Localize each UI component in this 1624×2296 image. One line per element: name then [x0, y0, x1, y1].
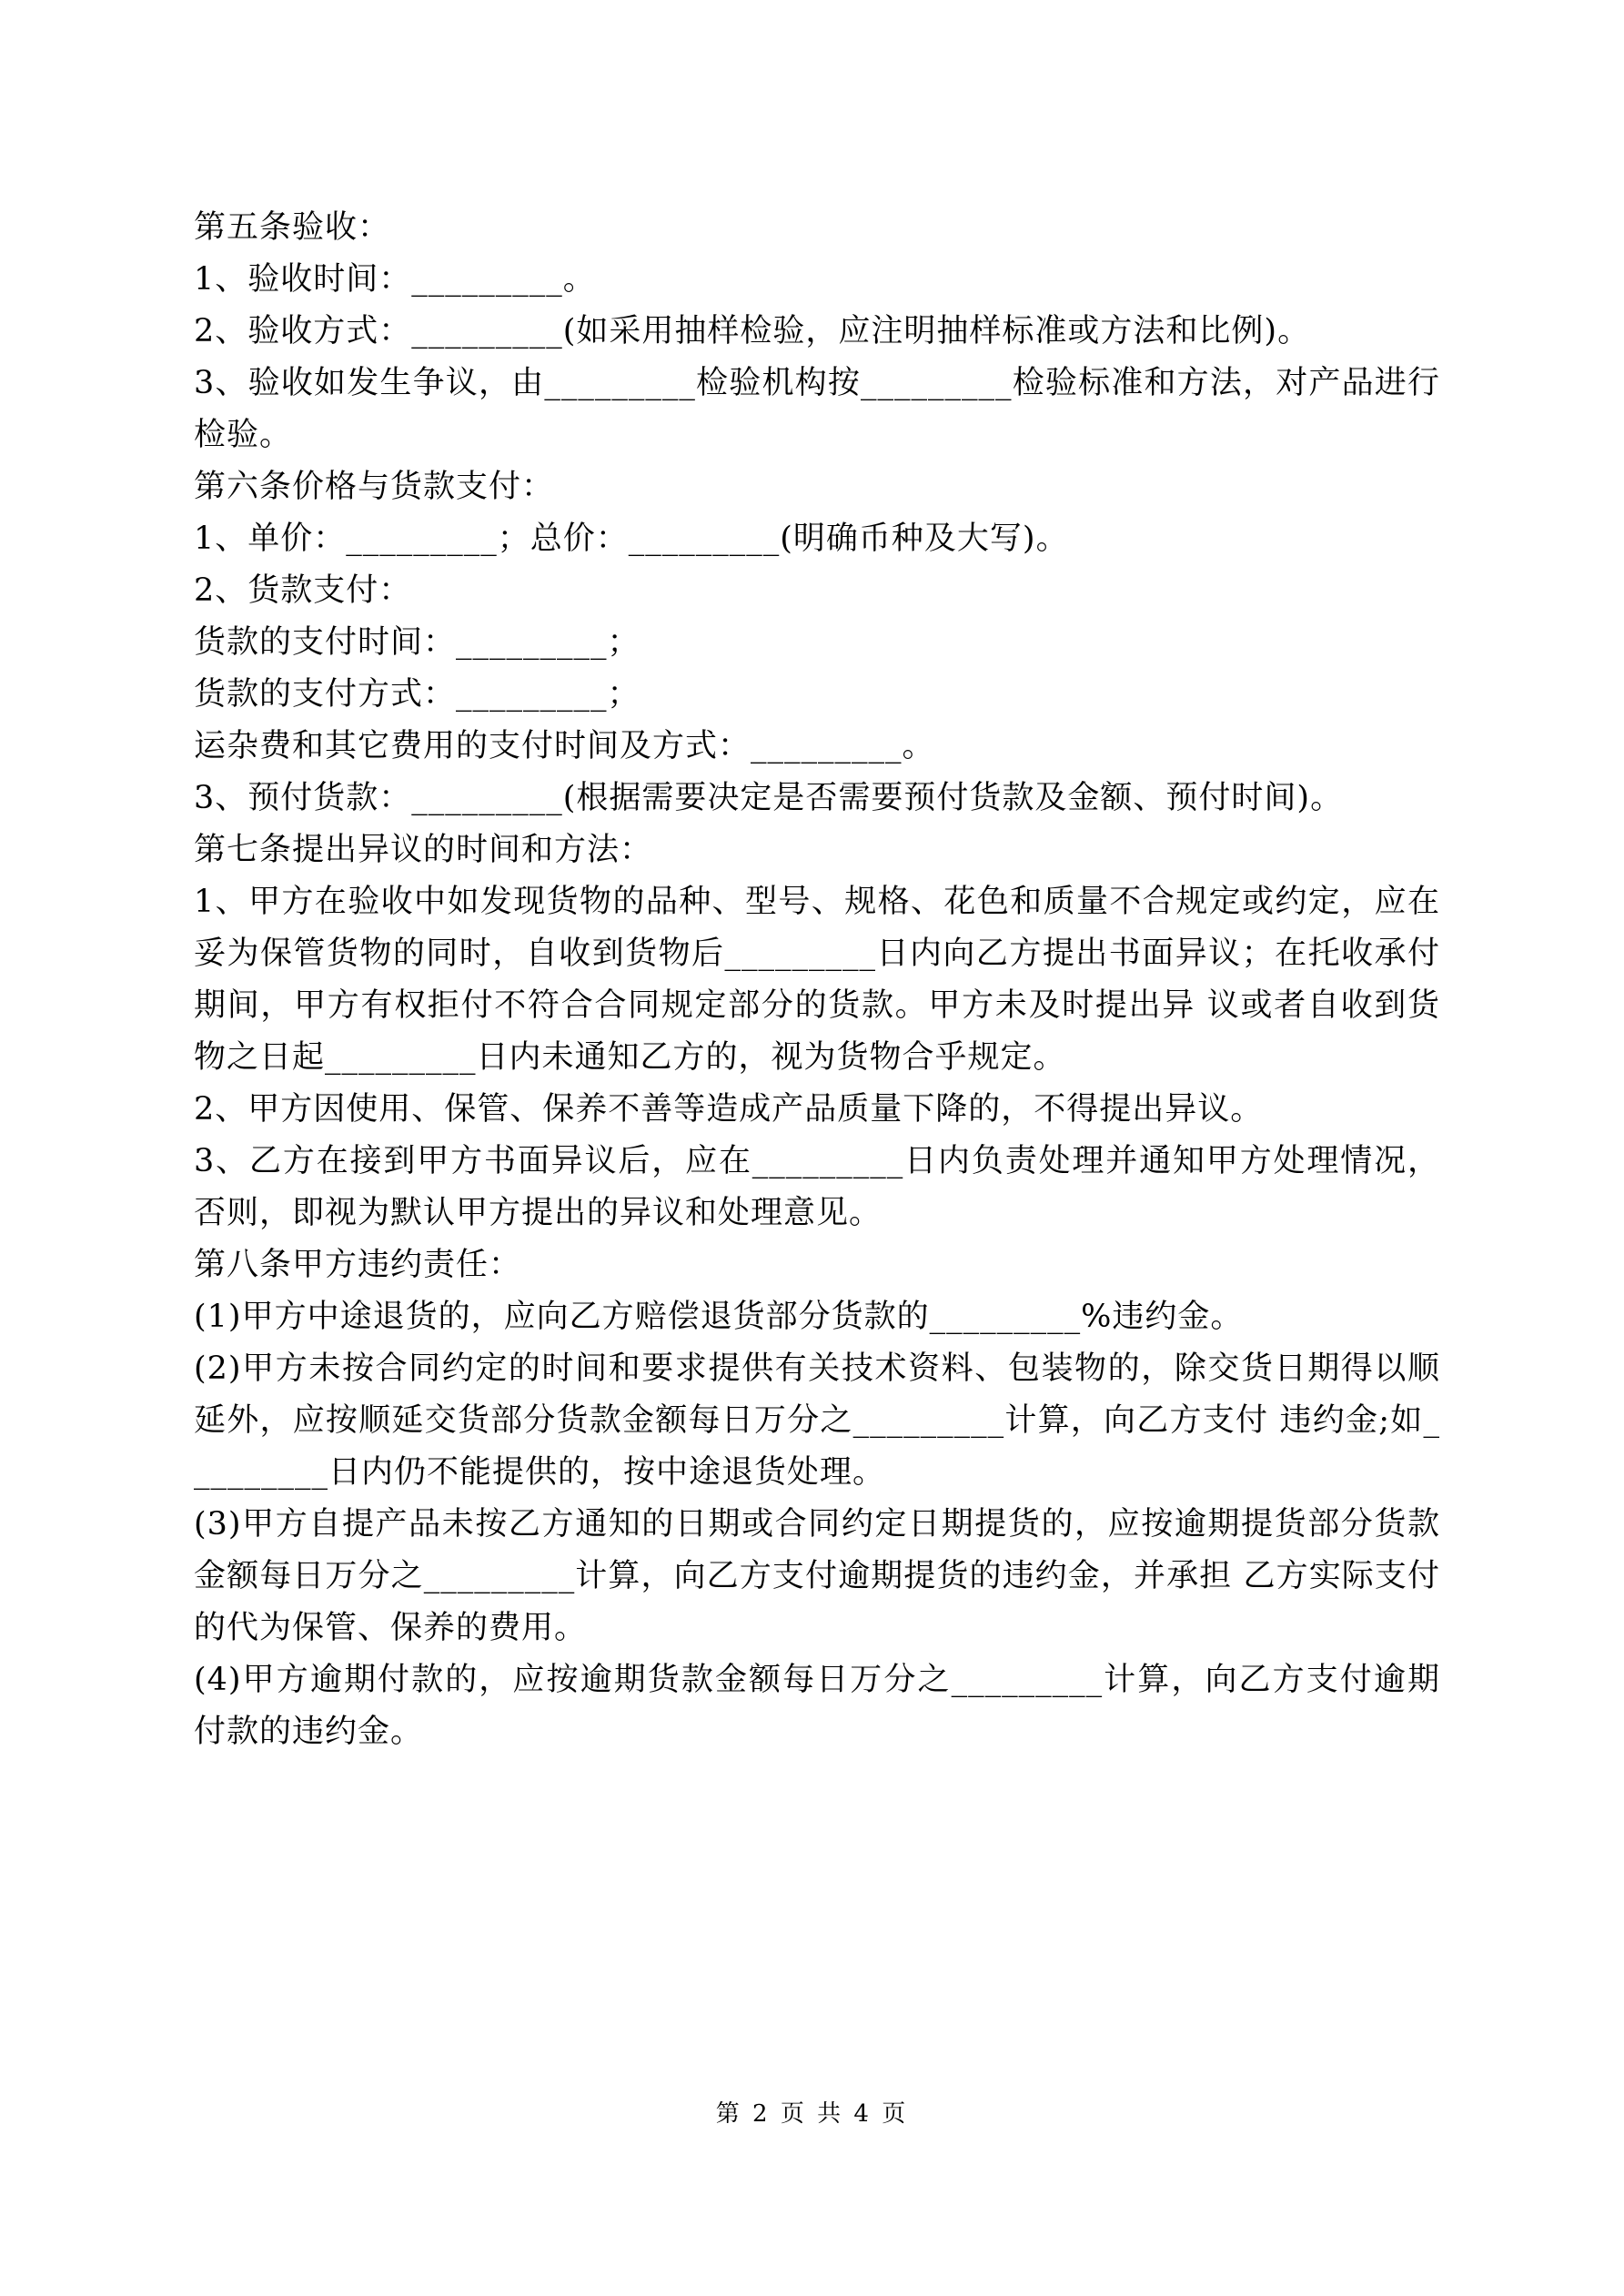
payment-method-line: 货款的支付方式：_________；: [194, 676, 641, 713]
article-7-heading: 第七条提出异议的时间和方法：: [194, 832, 653, 868]
inspection-time-clause: 1、验收时间：_________。: [194, 261, 596, 298]
inspection-method-clause: 2、验收方式：_________(如采用抽样检验，应注明抽样标准或方法和比例)。: [194, 313, 1311, 349]
liability-item-2: (2)甲方未按合同约定的时间和要求提供有关技术资料、包装物的，除交货日期得以顺延外，应按顺延交货部分货款金额每日万分之_________计算，向乙方支付 违约金;如_________日内仍不能提供的，按中途退货处理。: [194, 1350, 1440, 1491]
freight-payment-line: 运杂费和其它费用的支付时间及方式：_________。: [194, 728, 935, 764]
liability-item-3: (3)甲方自提产品未按乙方通知的日期或合同约定日期提货的，应按逾期提货部分货款金额每日万分之_________计算，向乙方支付逾期提货的违约金，并承担 乙方实际支付的代为保管、保养的费用。: [194, 1506, 1440, 1646]
liability-item-4: (4)甲方逾期付款的，应按逾期货款金额每日万分之_________计算，向乙方支付逾期付款的违约金。: [194, 1662, 1440, 1750]
payment-clause: 2、货款支付：: [194, 572, 412, 609]
prepayment-clause: 3、预付货款：_________(根据需要决定是否需要预付货款及金额、预付时间)。: [194, 780, 1344, 816]
price-clause: 1、单价：_________；总价：_________(明确币种及大写)。: [194, 521, 1069, 557]
inspection-dispute-clause: 3、验收如发生争议，由_________检验机构按_________检验标准和方法，对产品进行检验。: [194, 365, 1440, 453]
article-8-heading: 第八条甲方违约责任：: [194, 1247, 522, 1283]
article-5-heading: 第五条验收：: [194, 209, 391, 246]
objection-clause-1: 1、甲方在验收中如发现货物的品种、型号、规格、花色和质量不合规定或约定，应在妥为保管货物的同时，自收到货物后_________日内向乙方提出书面异议；在托收承付期间，甲方有权拒付不符合合同规定部分的货款。甲方未及时提出异 议或者自收到货物之日起_________日内未通知乙方的，视为货物合乎规定。: [194, 884, 1440, 1076]
objection-clause-2: 2、甲方因使用、保管、保养不善等造成产品质量下降的，不得提出异议。: [194, 1091, 1264, 1128]
page-number-footer: 第 2 页 共 4 页: [715, 2100, 909, 2128]
liability-item-1: (1)甲方中途退货的，应向乙方赔偿退货部分货款的_________%违约金。: [194, 1299, 1244, 1335]
payment-time-line: 货款的支付时间：_________；: [194, 624, 641, 661]
contract-body: [194, 202, 1440, 1758]
article-6-heading: 第六条价格与货款支付：: [194, 469, 555, 505]
objection-clause-3: 3、乙方在接到甲方书面异议后，应在_________日内负责处理并通知甲方处理情况，否则，即视为默认甲方提出的异议和处理意见。: [194, 1143, 1440, 1231]
